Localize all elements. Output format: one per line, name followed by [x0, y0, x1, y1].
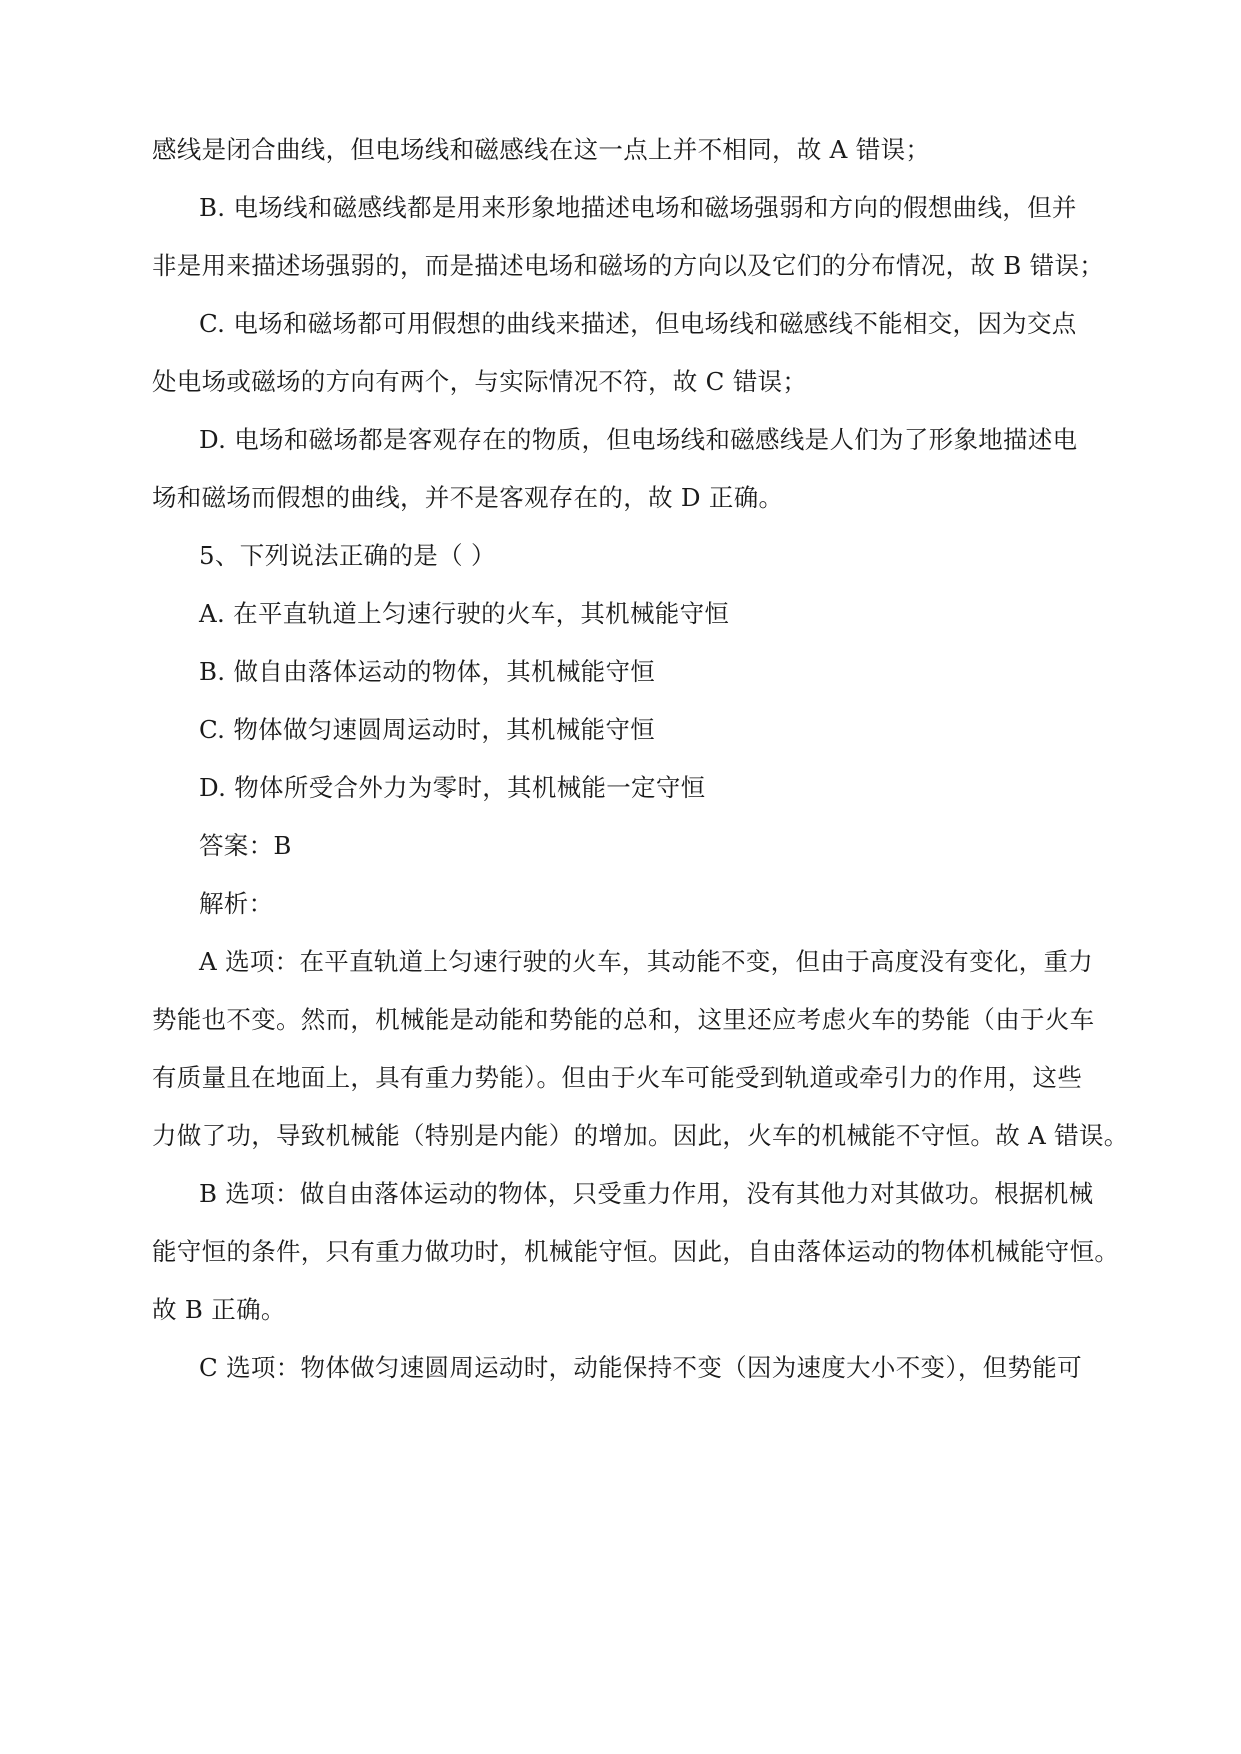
option-d-explanation-line: D. 电场和磁场都是客观存在的物质，但电场线和磁感线是人们为了形象地描述电	[199, 425, 1078, 454]
analysis-option-c-line: C 选项：物体做匀速圆周运动时，动能保持不变（因为速度大小不变），但势能可	[199, 1353, 1082, 1382]
analysis-option-b-line: 能守恒的条件，只有重力做功时，机械能守恒。因此，自由落体运动的物体机械能守恒。	[152, 1237, 1120, 1266]
analysis-option-a-line: 势能也不变。然而，机械能是动能和势能的总和，这里还应考虑火车的势能（由于火车	[152, 1005, 1095, 1034]
option-c-explanation-line: C. 电场和磁场都可用假想的曲线来描述，但电场线和磁感线不能相交，因为交点	[199, 309, 1077, 338]
analysis-option-a-line: 有质量且在地面上，具有重力势能）。但由于火车可能受到轨道或牵引力的作用，这些	[152, 1063, 1083, 1092]
question-option-c: C. 物体做匀速圆周运动时，其机械能守恒	[199, 715, 655, 744]
question-option-d: D. 物体所受合外力为零时，其机械能一定守恒	[199, 773, 706, 802]
answer-line: 答案：B	[199, 831, 292, 860]
question-stem: 5、下列说法正确的是（ ）	[199, 541, 496, 570]
analysis-option-b-line: 故 B 正确。	[152, 1295, 286, 1324]
option-b-explanation-line: B. 电场线和磁感线都是用来形象地描述电场和磁场强弱和方向的假想曲线，但并	[199, 193, 1077, 222]
option-a-explanation-tail: 感线是闭合曲线，但电场线和磁感线在这一点上并不相同，故 A 错误；	[152, 135, 931, 164]
option-c-explanation-line: 处电场或磁场的方向有两个，与实际情况不符，故 C 错误；	[152, 367, 808, 396]
analysis-option-b-line: B 选项：做自由落体运动的物体，只受重力作用，没有其他力对其做功。根据机械	[199, 1179, 1094, 1208]
option-d-explanation-line: 场和磁场而假想的曲线，并不是客观存在的，故 D 正确。	[152, 483, 784, 512]
analysis-option-a-line: A 选项：在平直轨道上匀速行驶的火车，其动能不变，但由于高度没有变化，重力	[199, 947, 1094, 976]
analysis-option-a-line: 力做了功，导致机械能（特别是内能）的增加。因此，火车的机械能不守恒。故 A 错误。	[152, 1121, 1129, 1150]
question-option-a: A. 在平直轨道上匀速行驶的火车，其机械能守恒	[199, 599, 730, 628]
question-option-b: B. 做自由落体运动的物体，其机械能守恒	[199, 657, 656, 686]
analysis-label: 解析：	[199, 889, 274, 918]
option-b-explanation-line: 非是用来描述场强弱的，而是描述电场和磁场的方向以及它们的分布情况，故 B 错误；	[152, 251, 1105, 280]
